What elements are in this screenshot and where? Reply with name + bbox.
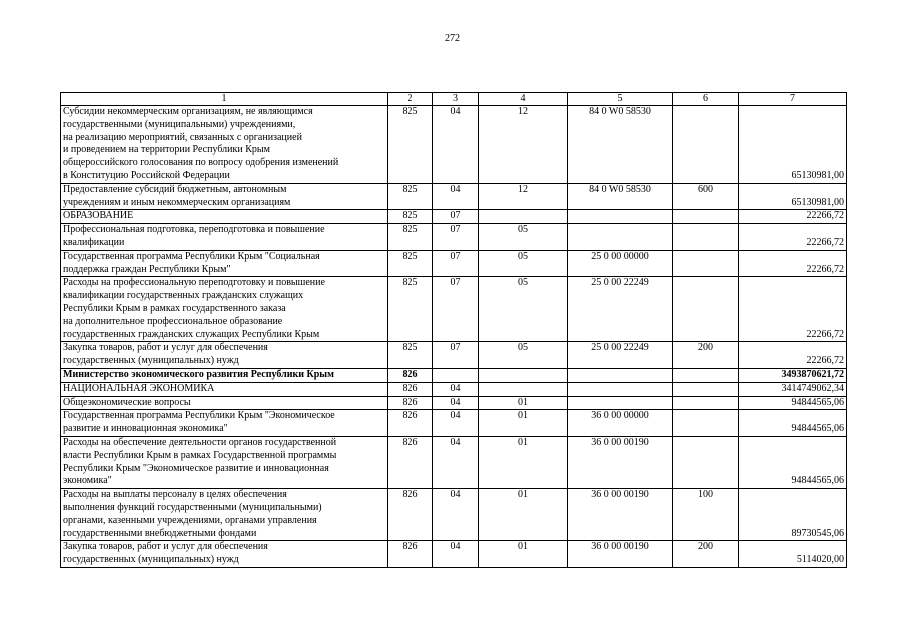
column-header: 7 <box>739 93 847 106</box>
ministry-code-cell: 825 <box>388 277 433 342</box>
ministry-code-cell: 825 <box>388 224 433 251</box>
section-code-cell: 07 <box>433 277 479 342</box>
subsection-code-cell: 01 <box>479 396 568 410</box>
subsection-code-cell: 05 <box>479 277 568 342</box>
amount-cell: 94844565,06 <box>739 396 847 410</box>
target-article-cell: 84 0 W0 58530 <box>568 106 673 184</box>
subsection-code-cell: 01 <box>479 410 568 437</box>
subsection-code-cell: 12 <box>479 183 568 210</box>
expense-type-cell <box>673 250 739 277</box>
expense-name-cell: Расходы на профессиональную переподготовку и повышение квалификации государственных гражданских служащих Республики Крым в рамках государственного заказа на дополнительное профессиональное образование государственных гражданских служащих Республики Крым <box>61 277 388 342</box>
amount-cell: 89730545,06 <box>739 489 847 541</box>
ministry-code-cell: 826 <box>388 368 433 382</box>
expense-type-cell: 200 <box>673 342 739 369</box>
expense-type-cell <box>673 368 739 382</box>
amount-cell: 3493870621,72 <box>739 368 847 382</box>
section-code-cell: 07 <box>433 342 479 369</box>
table-row <box>61 224 847 251</box>
amount-cell: 22266,72 <box>739 210 847 224</box>
expense-name-cell: Расходы на обеспечение деятельности органов государственной власти Республики Крым в рамках Государственной программы Республики Крым "Экономическое развитие и инновационная экономика" <box>61 436 388 488</box>
target-article-cell: 25 0 00 22249 <box>568 277 673 342</box>
subsection-code-cell: 01 <box>479 489 568 541</box>
target-article-cell: 25 0 00 00000 <box>568 250 673 277</box>
amount-cell: 22266,72 <box>739 277 847 342</box>
section-code-cell: 07 <box>433 210 479 224</box>
ministry-code-cell: 826 <box>388 436 433 488</box>
expense-type-cell <box>673 396 739 410</box>
expense-name-cell: Предоставление субсидий бюджетным, автономным учреждениям и иным некоммерческим организациям <box>61 183 388 210</box>
expense-name-cell: Государственная программа Республики Крым "Социальная поддержка граждан Республики Крым" <box>61 250 388 277</box>
ministry-code-cell: 826 <box>388 410 433 437</box>
expense-type-cell <box>673 106 739 184</box>
table-row <box>61 183 847 210</box>
budget-table <box>60 92 847 568</box>
amount-cell: 94844565,06 <box>739 410 847 437</box>
expense-name-cell: Профессиональная подготовка, переподготовка и повышение квалификации <box>61 224 388 251</box>
section-code-cell: 07 <box>433 250 479 277</box>
section-code-cell: 04 <box>433 396 479 410</box>
target-article-cell: 84 0 W0 58530 <box>568 183 673 210</box>
subsection-code-cell: 05 <box>479 250 568 277</box>
expense-type-cell <box>673 210 739 224</box>
subsection-code-cell <box>479 210 568 224</box>
table-row <box>61 368 847 382</box>
target-article-cell: 36 0 00 00000 <box>568 410 673 437</box>
table-row <box>61 342 847 369</box>
amount-cell: 65130981,00 <box>739 183 847 210</box>
ministry-code-cell: 825 <box>388 183 433 210</box>
column-header: 4 <box>479 93 568 106</box>
subsection-code-cell: 05 <box>479 342 568 369</box>
section-code-cell: 04 <box>433 541 479 568</box>
subsection-code-cell <box>479 382 568 396</box>
amount-cell: 22266,72 <box>739 342 847 369</box>
amount-cell: 22266,72 <box>739 224 847 251</box>
expense-name-cell: Закупка товаров, работ и услуг для обеспечения государственных (муниципальных) нужд <box>61 342 388 369</box>
table-row <box>61 106 847 184</box>
column-header: 3 <box>433 93 479 106</box>
table-row <box>61 410 847 437</box>
amount-cell: 22266,72 <box>739 250 847 277</box>
table-row <box>61 436 847 488</box>
ministry-code-cell: 825 <box>388 210 433 224</box>
table-row <box>61 541 847 568</box>
table-row <box>61 277 847 342</box>
expense-name-cell: Расходы на выплаты персоналу в целях обеспечения выполнения функций государственными (муниципальными) органами, казенными учреждениями, органами управления государственными внебюджетными фондами <box>61 489 388 541</box>
target-article-cell: 36 0 00 00190 <box>568 436 673 488</box>
section-code-cell: 04 <box>433 106 479 184</box>
amount-cell: 5114020,00 <box>739 541 847 568</box>
expense-type-cell: 100 <box>673 489 739 541</box>
expense-name-cell: Министерство экономического развития Республики Крым <box>61 368 388 382</box>
column-header: 6 <box>673 93 739 106</box>
section-code-cell <box>433 368 479 382</box>
subsection-code-cell: 12 <box>479 106 568 184</box>
table-row <box>61 250 847 277</box>
expense-type-cell <box>673 382 739 396</box>
expense-name-cell: НАЦИОНАЛЬНАЯ ЭКОНОМИКА <box>61 382 388 396</box>
target-article-cell <box>568 224 673 251</box>
expense-type-cell: 200 <box>673 541 739 568</box>
ministry-code-cell: 826 <box>388 382 433 396</box>
expense-type-cell <box>673 277 739 342</box>
expense-name-cell: Субсидии некоммерческим организациям, не являющимся государственными (муниципальными) учреждениями, на реализацию мероприятий, связанных с организацией и проведением на территории Республики Крым общероссийского голосования по вопросу одобрения изменений в Конституцию Российской Федерации <box>61 106 388 184</box>
target-article-cell <box>568 210 673 224</box>
target-article-cell: 25 0 00 22249 <box>568 342 673 369</box>
column-header: 2 <box>388 93 433 106</box>
section-code-cell: 04 <box>433 410 479 437</box>
section-code-cell: 04 <box>433 382 479 396</box>
page-number: 272 <box>445 33 460 44</box>
ministry-code-cell: 826 <box>388 541 433 568</box>
ministry-code-cell: 826 <box>388 489 433 541</box>
amount-cell: 65130981,00 <box>739 106 847 184</box>
table-header-row <box>61 93 847 106</box>
target-article-cell <box>568 396 673 410</box>
column-header: 1 <box>61 93 388 106</box>
ministry-code-cell: 825 <box>388 342 433 369</box>
target-article-cell <box>568 382 673 396</box>
expense-type-cell <box>673 436 739 488</box>
subsection-code-cell: 01 <box>479 541 568 568</box>
subsection-code-cell: 01 <box>479 436 568 488</box>
table-row <box>61 210 847 224</box>
table-row <box>61 489 847 541</box>
expense-type-cell <box>673 224 739 251</box>
subsection-code-cell: 05 <box>479 224 568 251</box>
expense-type-cell <box>673 410 739 437</box>
section-code-cell: 04 <box>433 436 479 488</box>
expense-name-cell: Общеэкономические вопросы <box>61 396 388 410</box>
expense-name-cell: Закупка товаров, работ и услуг для обеспечения государственных (муниципальных) нужд <box>61 541 388 568</box>
amount-cell: 3414749062,34 <box>739 382 847 396</box>
ministry-code-cell: 825 <box>388 106 433 184</box>
target-article-cell <box>568 368 673 382</box>
section-code-cell: 07 <box>433 224 479 251</box>
subsection-code-cell <box>479 368 568 382</box>
target-article-cell: 36 0 00 00190 <box>568 541 673 568</box>
expense-type-cell: 600 <box>673 183 739 210</box>
target-article-cell: 36 0 00 00190 <box>568 489 673 541</box>
section-code-cell: 04 <box>433 489 479 541</box>
ministry-code-cell: 825 <box>388 250 433 277</box>
column-header: 5 <box>568 93 673 106</box>
amount-cell: 94844565,06 <box>739 436 847 488</box>
table-row <box>61 396 847 410</box>
ministry-code-cell: 826 <box>388 396 433 410</box>
expense-name-cell: Государственная программа Республики Крым "Экономическое развитие и инновационная экономика" <box>61 410 388 437</box>
expense-name-cell: ОБРАЗОВАНИЕ <box>61 210 388 224</box>
section-code-cell: 04 <box>433 183 479 210</box>
table-row <box>61 382 847 396</box>
